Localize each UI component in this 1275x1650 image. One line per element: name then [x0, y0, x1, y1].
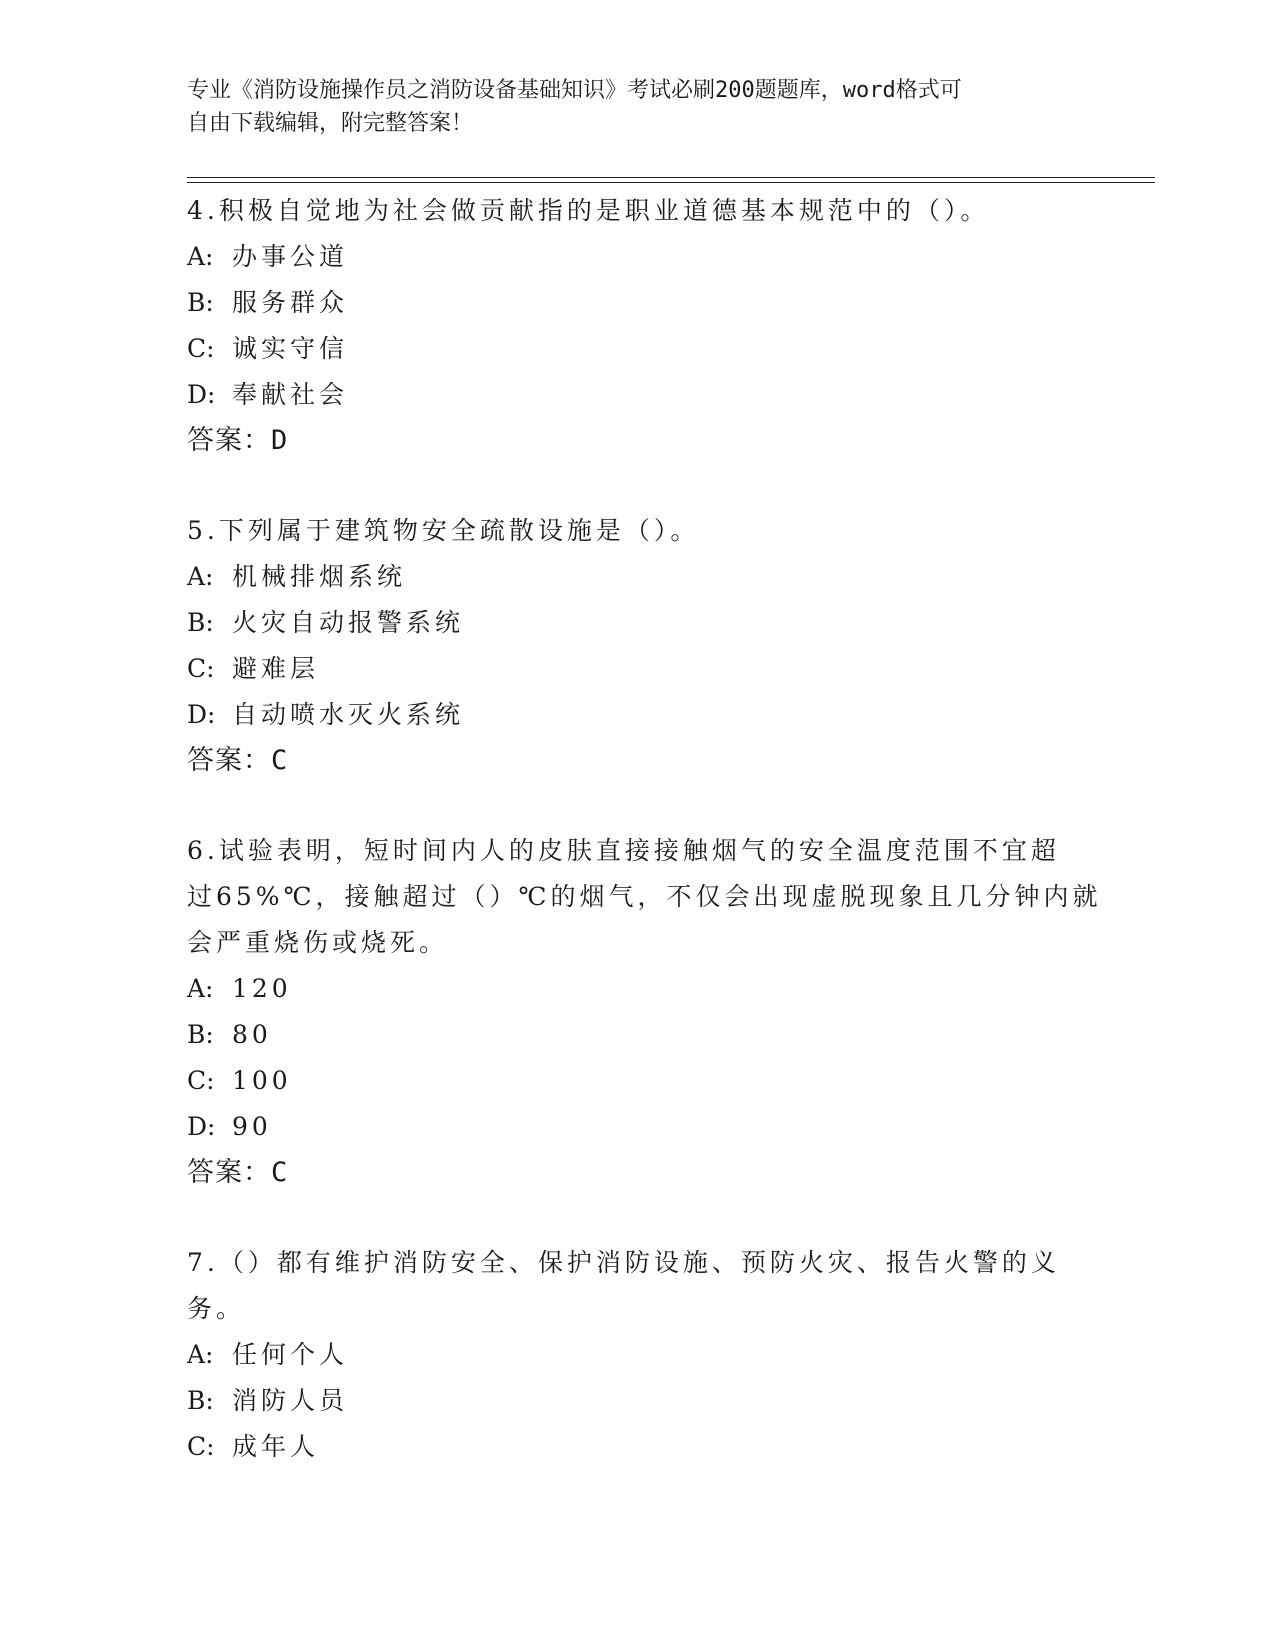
- option-b: [187, 1378, 1107, 1424]
- answer-line: 答案：C: [187, 1157, 289, 1188]
- option-b: [187, 600, 1107, 646]
- option-letter: C:: [187, 654, 215, 683]
- option-letter: B:: [187, 1386, 214, 1415]
- option-text: 90: [232, 1112, 272, 1141]
- header-divider-top: [187, 177, 1155, 178]
- option-d: [187, 372, 1107, 418]
- option-letter: A:: [187, 1340, 214, 1369]
- header-divider-bottom: [187, 182, 1155, 183]
- option-text: 机械排烟系统: [232, 562, 407, 591]
- option-letter: A:: [187, 974, 214, 1003]
- option-text: 办事公道: [232, 242, 349, 271]
- option-text: 任何个人: [232, 1340, 349, 1369]
- option-letter: B:: [187, 608, 214, 637]
- option-a: [187, 554, 1107, 600]
- option-text: 80: [232, 1020, 272, 1049]
- option-a: [187, 966, 1107, 1012]
- option-letter: B:: [187, 288, 214, 317]
- question-stem: 7.（）都有维护消防安全、保护消防设施、预防火灾、报告火警的义 务。: [187, 1248, 1060, 1323]
- option-letter: D:: [187, 380, 216, 409]
- question-5: [187, 508, 1107, 784]
- option-text: 服务群众: [232, 288, 349, 317]
- option-letter: A:: [187, 242, 214, 271]
- option-text: 自动喷水灭火系统: [232, 700, 465, 729]
- option-a: [187, 234, 1107, 280]
- question-stem: 4.积极自觉地为社会做贡献指的是职业道德基本规范中的（）。: [187, 196, 990, 225]
- option-letter: C:: [187, 1066, 215, 1095]
- option-c: [187, 1424, 1107, 1470]
- option-text: 成年人: [232, 1432, 320, 1461]
- question-7: [187, 1240, 1107, 1470]
- option-text: 诚实守信: [232, 334, 349, 363]
- option-text: 100: [232, 1066, 292, 1095]
- question-stem: 5.下列属于建筑物安全疏散设施是（）。: [187, 516, 700, 545]
- option-text: 消防人员: [232, 1386, 349, 1415]
- option-letter: C:: [187, 1432, 215, 1461]
- option-c: [187, 326, 1107, 372]
- option-letter: C:: [187, 334, 215, 363]
- header-line-1: 专业《消防设施操作员之消防设备基础知识》考试必刷200题题库，word格式可: [187, 78, 962, 103]
- option-b: [187, 1012, 1107, 1058]
- question-4: [187, 188, 1107, 464]
- option-d: [187, 692, 1107, 738]
- option-text: 避难层: [232, 654, 320, 683]
- option-c: [187, 646, 1107, 692]
- option-c: [187, 1058, 1107, 1104]
- document-header: [187, 74, 1077, 140]
- option-text: 火灾自动报警系统: [232, 608, 465, 637]
- option-d: [187, 1104, 1107, 1150]
- answer-line: 答案：C: [187, 745, 289, 776]
- option-text: 120: [232, 974, 292, 1003]
- option-b: [187, 280, 1107, 326]
- question-6: [187, 828, 1107, 1196]
- option-letter: B:: [187, 1020, 214, 1049]
- header-line-2: 自由下载编辑，附完整答案！: [187, 111, 474, 136]
- option-letter: D:: [187, 1112, 216, 1141]
- answer-line: 答案：D: [187, 425, 289, 456]
- option-a: [187, 1332, 1107, 1378]
- option-letter: A:: [187, 562, 214, 591]
- option-text: 奉献社会: [232, 380, 349, 409]
- question-stem: 6.试验表明，短时间内人的皮肤直接接触烟气的安全温度范围不宜超 过65%℃，接触超过（）℃的烟气，不仅会出现虚脱现象且几分钟内就 会严重烧伤或烧死。: [187, 836, 1102, 957]
- question-list: [187, 188, 1107, 1514]
- option-letter: D:: [187, 700, 216, 729]
